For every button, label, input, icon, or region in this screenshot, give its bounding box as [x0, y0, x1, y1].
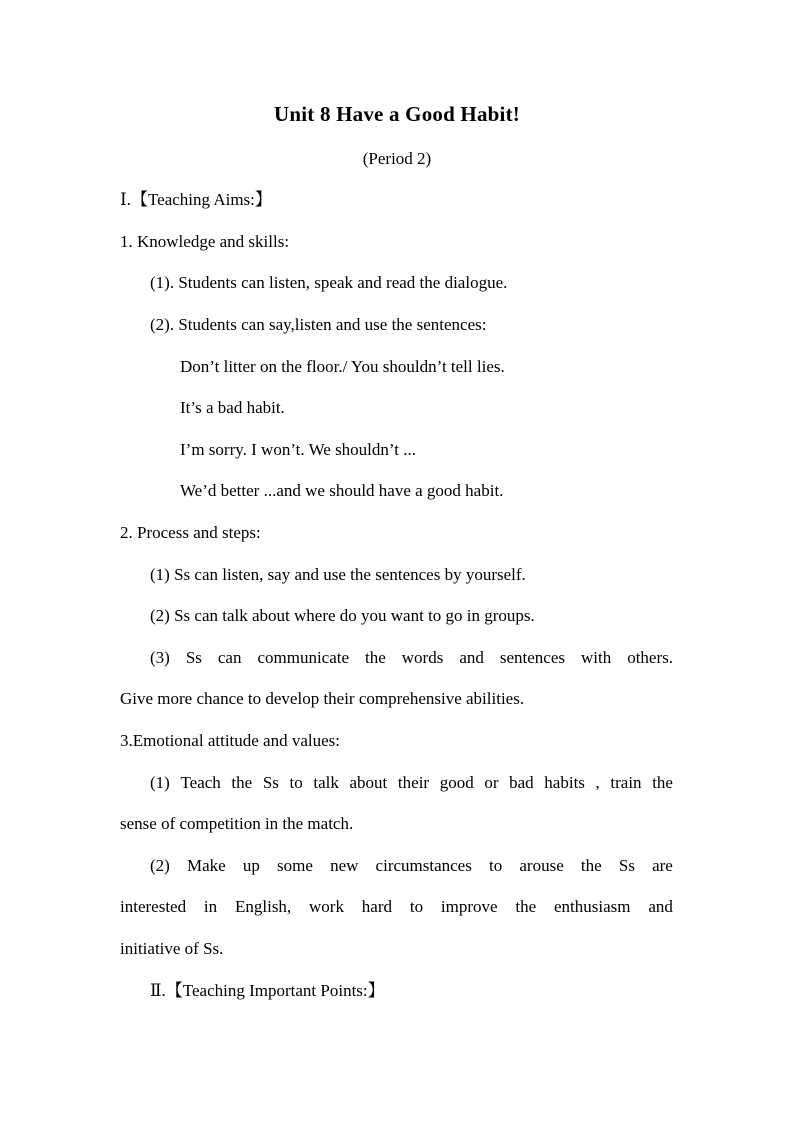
word: good: [439, 773, 474, 792]
word: communicate: [257, 648, 350, 667]
word: and: [648, 897, 673, 916]
item-text: Give more chance to develop their comprehensive abilities.: [120, 689, 525, 708]
word: Make: [186, 856, 226, 875]
item-text: sense of competition in the match.: [120, 814, 354, 833]
item-text: [150, 855, 673, 877]
item-text: [150, 772, 673, 794]
word: others.: [627, 648, 673, 667]
word: train: [610, 773, 642, 792]
example-sentence: Don’t litter on the floor./ You shouldn’t tell lies.: [180, 357, 505, 376]
item-heading-knowledge: 1. Knowledge and skills:: [120, 232, 290, 251]
word: enthusiasm: [554, 897, 631, 916]
word: sentences: [499, 648, 565, 667]
word: Ss: [185, 648, 202, 667]
word: circumstances: [375, 856, 472, 875]
word: can: [217, 648, 242, 667]
word: arouse: [519, 856, 564, 875]
word: (1): [150, 773, 170, 792]
word: with: [580, 648, 612, 667]
word: words: [401, 648, 444, 667]
word: some: [277, 856, 313, 875]
item-text: (1). Students can listen, speak and read the dialogue.: [150, 273, 508, 292]
word: their: [397, 773, 430, 792]
item-text: (2) Ss can talk about where do you want to go in groups.: [150, 606, 535, 625]
word: to: [409, 897, 424, 916]
page-title: Unit 8 Have a Good Habit!: [274, 102, 520, 126]
word: work: [309, 897, 344, 916]
section-heading-important-points: Ⅱ.【Teaching Important Points:】: [150, 981, 385, 1000]
word: bad: [509, 773, 534, 792]
item-text: initiative of Ss.: [120, 939, 224, 958]
item-text: (2). Students can say,listen and use the sentences:: [150, 315, 487, 334]
word: or: [484, 773, 499, 792]
word: the: [231, 773, 253, 792]
word: new: [330, 856, 359, 875]
word: hard: [361, 897, 393, 916]
word: English,: [234, 897, 292, 916]
item-heading-emotional: 3.Emotional attitude and values:: [120, 731, 341, 750]
word: Ss: [618, 856, 635, 875]
word: (3): [150, 648, 170, 667]
word: habits: [544, 773, 585, 792]
example-sentence: We’d better ...and we should have a good habit.: [180, 481, 504, 500]
item-text: [120, 896, 673, 918]
word: ,: [595, 773, 600, 792]
word: the: [365, 648, 386, 667]
word: the: [652, 773, 673, 792]
word: Teach: [180, 773, 221, 792]
word: to: [289, 773, 303, 792]
section-heading-teaching-aims: Ⅰ.【Teaching Aims:】: [120, 190, 272, 209]
word: are: [652, 856, 673, 875]
item-text: [150, 647, 673, 669]
word: talk: [313, 773, 339, 792]
word: about: [349, 773, 388, 792]
page-subtitle: (Period 2): [362, 149, 432, 168]
example-sentence: I’m sorry. I won’t. We shouldn’t ...: [180, 440, 416, 459]
word: Ss: [262, 773, 279, 792]
word: and: [459, 648, 484, 667]
item-text: (1) Ss can listen, say and use the sentences by yourself.: [150, 565, 526, 584]
word: to: [489, 856, 503, 875]
word: interested: [120, 897, 187, 916]
word: the: [580, 856, 602, 875]
example-sentence: It’s a bad habit.: [180, 398, 285, 417]
word: the: [515, 897, 537, 916]
word: (2): [150, 856, 170, 875]
word: improve: [440, 897, 498, 916]
word: up: [242, 856, 260, 875]
word: in: [203, 897, 218, 916]
item-heading-process: 2. Process and steps:: [120, 523, 261, 542]
